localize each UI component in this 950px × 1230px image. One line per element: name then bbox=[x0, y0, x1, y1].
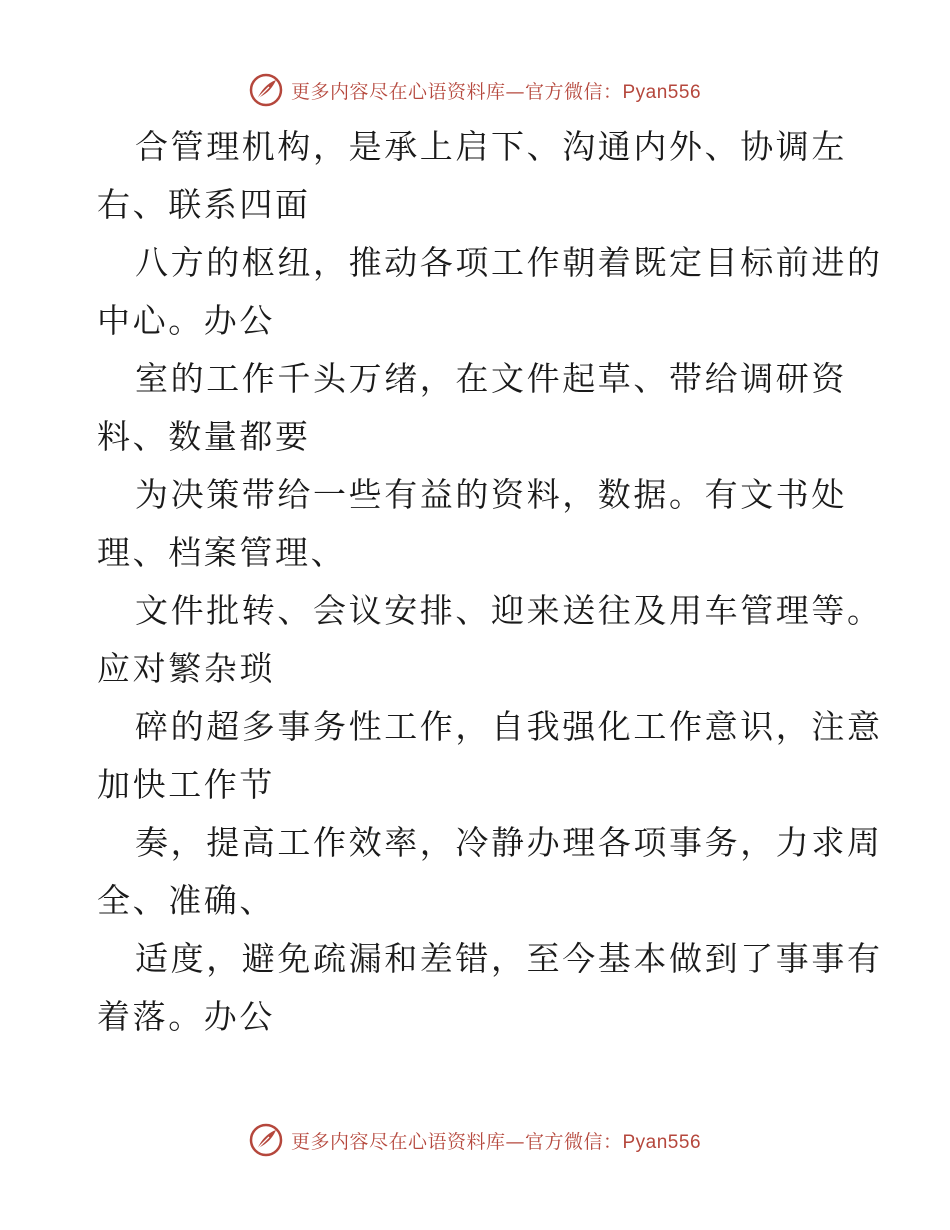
text-line: 着落。办公 bbox=[97, 997, 275, 1036]
text-line: 理、档案管理、 bbox=[97, 533, 347, 572]
feather-logo-icon bbox=[249, 73, 283, 107]
watermark-text: 更多内容尽在心语资料库—官方微信：Pyan556 bbox=[290, 80, 702, 103]
header-watermark bbox=[0, 72, 950, 108]
text-line: 为决策带给一些有益的资料，数据。有文书处 bbox=[135, 475, 847, 514]
text-line: 中心。办公 bbox=[97, 301, 275, 340]
text-line: 合管理机构，是承上启下、沟通内外、协调左 bbox=[135, 127, 847, 166]
text-line: 适度，避免疏漏和差错，至今基本做到了事事有 bbox=[135, 939, 883, 978]
text-line: 文件批转、会议安排、迎来送往及用车管理等。 bbox=[135, 591, 883, 630]
body-text bbox=[0, 118, 950, 1046]
text-line: 料、数量都要 bbox=[97, 417, 311, 456]
feather-logo-icon bbox=[249, 1123, 283, 1157]
text-line: 右、联系四面 bbox=[97, 185, 311, 224]
text-line: 应对繁杂琐 bbox=[97, 649, 275, 688]
watermark-text: 更多内容尽在心语资料库—官方微信：Pyan556 bbox=[290, 1130, 702, 1153]
footer-watermark bbox=[0, 1122, 950, 1158]
text-line: 加快工作节 bbox=[97, 765, 275, 804]
text-line: 八方的枢纽，推动各项工作朝着既定目标前进的 bbox=[135, 243, 883, 282]
text-line: 全、准确、 bbox=[97, 881, 275, 920]
text-line: 奏，提高工作效率，冷静办理各项事务，力求周 bbox=[135, 823, 883, 862]
text-line: 室的工作千头万绪，在文件起草、带给调研资 bbox=[135, 359, 847, 398]
text-line: 碎的超多事务性工作，自我强化工作意识，注意 bbox=[135, 707, 883, 746]
